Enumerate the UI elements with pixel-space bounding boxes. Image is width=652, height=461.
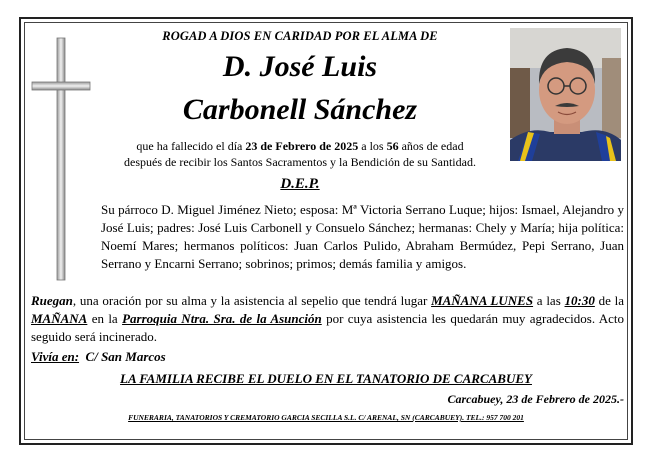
ceremony-paragraph [31, 292, 624, 346]
ceremony-period: MAÑANA [31, 311, 88, 326]
death-date: 23 de Febrero de 2025 [245, 139, 359, 153]
ruegan-text-1: , una oración por su alma y la asistencia al sepelio que tendrá lugar [72, 293, 432, 308]
ruegan-text-4: en la [87, 311, 123, 326]
death-prefix: que ha fallecido el día [136, 139, 246, 153]
residence-line [31, 349, 431, 365]
residence-label: Vivía en: [31, 349, 80, 364]
deceased-photo [510, 28, 621, 161]
family-list: Su párroco D. Miguel Jiménez Nieto; esposa: Mª Victoria Serrano Luque; hijos: Ismael, Alejandro y José Luis; padres: José Luis Carbonell y Consuelo Sánchez; hermanas: Chely y María; hija política: Noemí Mares; hermanos políticos: Juan Carlos Pulido, Abraham Bermúdez, Pepi Serrano, Juan Serrano y Encarni Serrano; sobrinos; primos; demás familia y amigos. [101, 202, 624, 271]
deceased-surname: Carbonell Sánchez [182, 93, 418, 126]
sacraments-line: después de recibir los Santos Sacramentos y la Bendición de su Santidad. [124, 155, 476, 169]
church-name: Parroquia Ntra. Sra. de la Asunción [122, 311, 322, 326]
ruegan-text-3: de la [594, 293, 624, 308]
deceased-first-name: D. José Luis [222, 50, 378, 83]
ceremony-time: 10:30 [564, 293, 595, 308]
death-suffix: años de edad [398, 139, 464, 153]
cross-icon [30, 36, 92, 282]
ruegan-text-2: a las [533, 293, 565, 308]
condolence-notice: LA FAMILIA RECIBE EL DUELO EN EL TANATORIO DE CARCABUEY [120, 371, 532, 386]
death-mid: a los [358, 139, 387, 153]
residence-address: C/ San Marcos [85, 349, 166, 364]
dep-heading: D.E.P. [280, 176, 320, 192]
place-date: Carcabuey, 23 de Febrero de 2025.- [447, 392, 624, 406]
funeral-home-footer: FUNERARIA, TANATORIOS Y CREMATORIO GARCIA SECILLA S.L. C/ ARENAL, SN (CARCABUEY). TEL.: 957 700 201 [128, 413, 524, 422]
death-notice [100, 138, 500, 170]
ruegan-text-5: por cuya asistencia les quedarán muy agradecidos. Acto seguido será incinerado. [31, 311, 625, 344]
death-age: 56 [386, 139, 399, 153]
header-text: ROGAD A DIOS EN CARIDAD POR EL ALMA DE [162, 29, 438, 43]
ceremony-day: MAÑANA LUNES [431, 293, 534, 308]
ruegan-lead: Ruegan [31, 293, 73, 308]
